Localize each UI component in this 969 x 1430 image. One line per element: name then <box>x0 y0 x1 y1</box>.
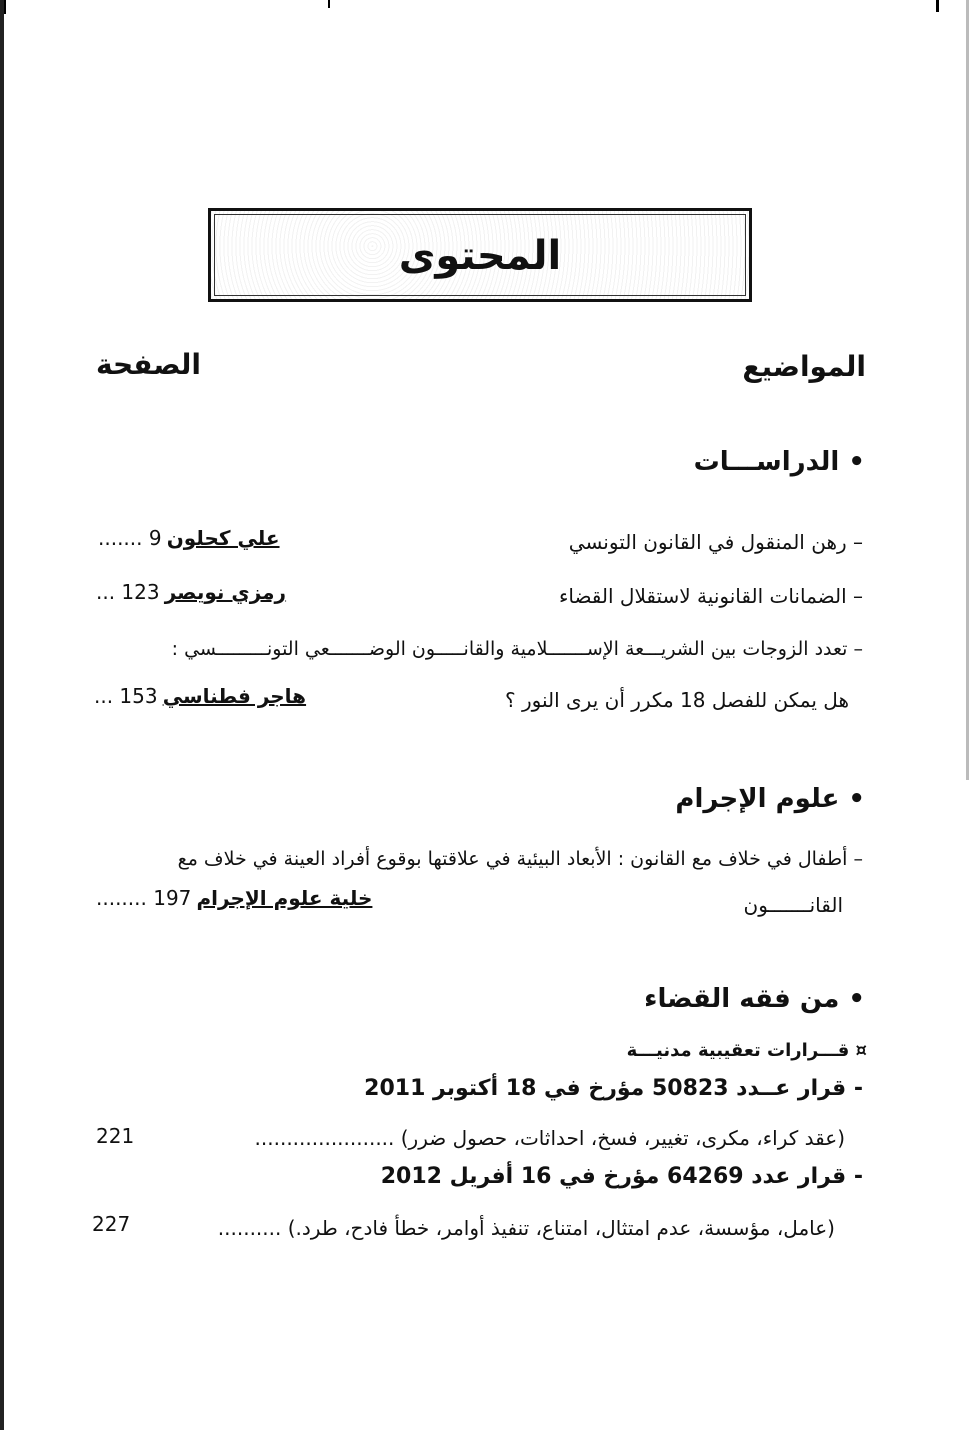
criminology-title-line1: – أطفال في خلاف مع القانون : الأبعاد البيئية في علاقتها بوقوع أفراد العينة في خلاف مع <box>177 848 863 870</box>
study-2-ref <box>96 580 286 604</box>
decision-1-page: 221 <box>96 1124 135 1148</box>
study-3-page: ... 153 <box>94 684 158 708</box>
title-box <box>208 208 752 302</box>
decision-2-heading: - قرار عدد 64269 مؤرخ في 16 أفريل 2012 <box>380 1164 863 1189</box>
criminology-ref <box>96 886 372 910</box>
study-3-ref <box>94 684 306 708</box>
civil-decisions-subheading: ¤ قـــرارات تعقيبية مدنيـــة <box>626 1040 867 1061</box>
page-title: المحتوى <box>398 233 562 279</box>
page-header: الصفحة <box>96 348 202 381</box>
study-1-author: علي كحلون <box>166 526 280 550</box>
study-2-page: ... 123 <box>96 580 160 604</box>
section-jurisprudence: • من فقه القضاء <box>644 984 865 1014</box>
scan-edge-top-right <box>936 0 939 12</box>
section-studies: • الدراســـات <box>693 447 865 477</box>
decision-2-keywords: (عامل، مؤسسة، عدم امتثال، امتناع، تنفيذ أوامر، خطأ فادح، طرد.) .......... <box>217 1216 835 1240</box>
study-1-title: – رهن المنقول في القانون التونسي <box>568 530 863 554</box>
criminology-title-line2: القانـــــــون <box>743 893 843 917</box>
study-2-title: – الضمانات القانونية لاستقلال القضاء <box>558 584 863 608</box>
decision-2-page: 227 <box>92 1212 131 1236</box>
study-1-ref <box>98 526 280 550</box>
decision-1-heading: - قرار عــدد 50823 مؤرخ في 18 أكتوبر 2011 <box>364 1076 863 1101</box>
topics-header: المواضيع <box>742 350 866 383</box>
study-3-title-line2: هل يمكن للفصل 18 مكرر أن يرى النور ؟ <box>505 688 849 712</box>
study-3-author: هاجر فطناسي <box>162 684 307 708</box>
study-1-page: ....... 9 <box>98 526 162 550</box>
study-2-author: رمزي نويصر <box>164 580 287 604</box>
scan-edge-left <box>0 0 4 1430</box>
scan-edge-top-left <box>4 0 6 14</box>
scan-edge-top-mid <box>328 0 330 8</box>
decision-1-keywords: (عقد كراء، مكرى، تغيير، فسخ، احداثات، حصول ضرر) ...................... <box>254 1126 845 1150</box>
section-criminology: • علوم الإجرام <box>675 784 865 814</box>
criminology-page: ........ 197 <box>96 886 192 910</box>
criminology-author: خلية علوم الإجرام <box>196 886 373 910</box>
study-3-title-line1: – تعدد الزوجات بين الشريـــعة الإســـــــلامية والقانـــــون الوضـــــــعي التونـــــــــسي : <box>171 638 863 660</box>
